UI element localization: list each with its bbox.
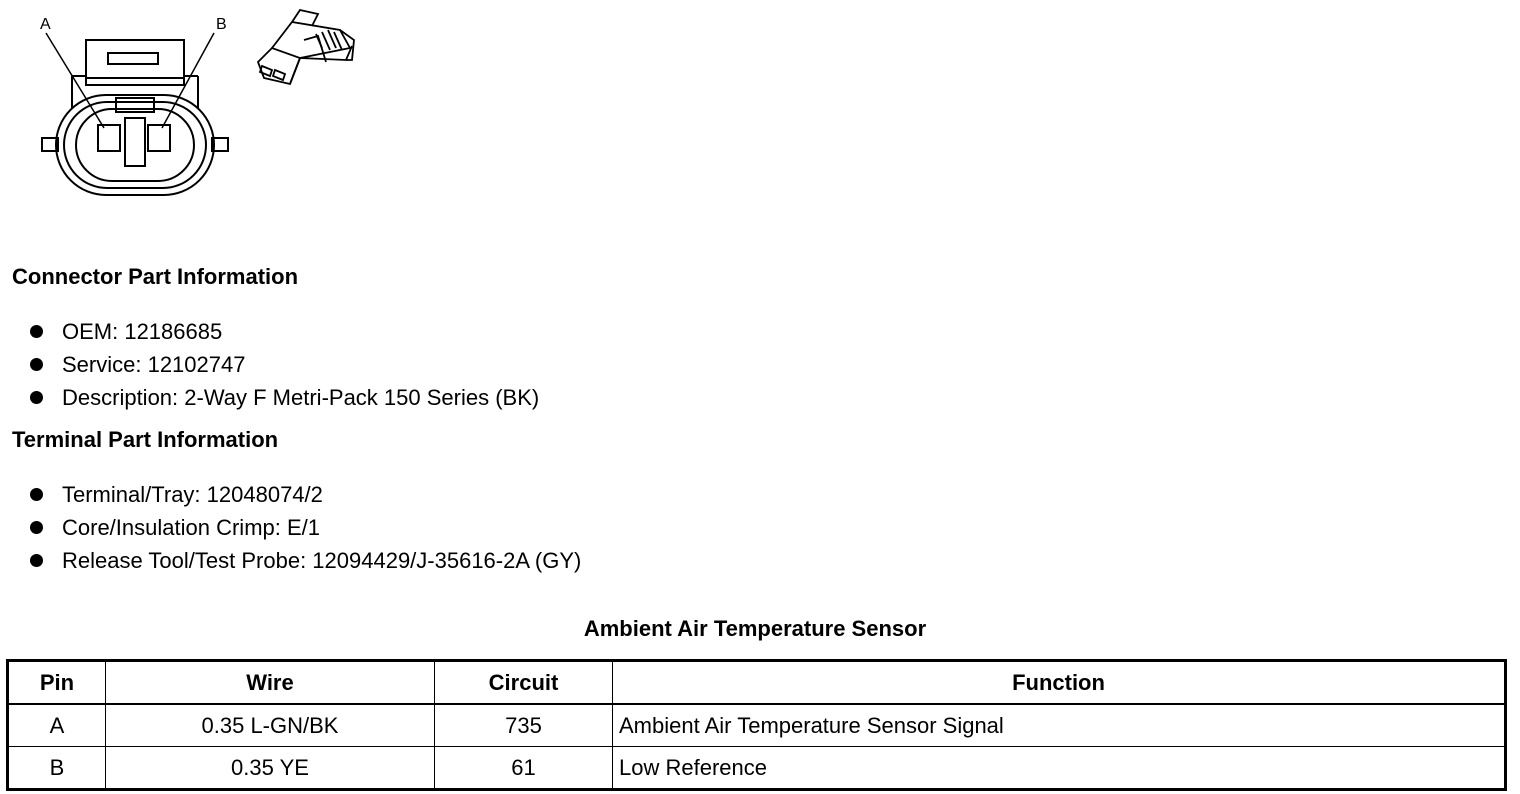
connector-oem: OEM: 12186685 [62, 319, 223, 344]
cell-wire: 0.35 YE [106, 747, 435, 790]
pin-label-b: B [216, 16, 227, 33]
pin-cavity-b [148, 125, 170, 151]
connector-description: Description: 2-Way F Metri-Pack 150 Series (BK) [62, 385, 540, 410]
table-row [8, 747, 1506, 790]
bullet-icon [30, 391, 43, 404]
cell-function: Low Reference [613, 747, 1506, 790]
leader-line-a [46, 33, 104, 128]
bullet-icon [30, 554, 43, 567]
list-item [28, 511, 581, 544]
list-item [28, 381, 539, 414]
connector-3d-view [258, 10, 354, 84]
bullet-icon [30, 488, 43, 501]
leader-line-b [162, 33, 214, 128]
terminal-release-tool: Release Tool/Test Probe: 12094429/J-35616-2A (GY) [62, 548, 582, 573]
pin-label-a: A [40, 16, 51, 33]
cell-wire: 0.35 L-GN/BK [106, 704, 435, 747]
column-header-circuit: Circuit [435, 661, 613, 705]
connector-service: Service: 12102747 [62, 352, 246, 377]
terminal-info-list [28, 478, 581, 577]
cell-pin: B [8, 747, 106, 790]
cell-pin: A [8, 704, 106, 747]
connector-info-list [28, 315, 539, 414]
center-key [125, 118, 145, 166]
list-item [28, 478, 581, 511]
bullet-icon [30, 325, 43, 338]
table-header-row [8, 661, 1506, 705]
terminal-info-heading: Terminal Part Information [12, 427, 279, 452]
list-item [28, 315, 539, 348]
pinout-table [6, 659, 1507, 791]
cell-circuit: 735 [435, 704, 613, 747]
terminal-crimp: Core/Insulation Crimp: E/1 [62, 515, 320, 540]
terminal-tray: Terminal/Tray: 12048074/2 [62, 482, 323, 507]
column-header-pin: Pin [8, 661, 106, 705]
cell-circuit: 61 [435, 747, 613, 790]
table-row [8, 704, 1506, 747]
bullet-icon [30, 521, 43, 534]
bullet-icon [30, 358, 43, 371]
latch-window [108, 53, 158, 64]
pin-cavity-a [98, 125, 120, 151]
column-header-wire: Wire [106, 661, 435, 705]
connector-info-heading: Connector Part Information [12, 264, 299, 289]
list-item [28, 544, 581, 577]
connector-diagram [0, 0, 370, 205]
column-header-function: Function [613, 661, 1506, 705]
table-title: Ambient Air Temperature Sensor [583, 616, 927, 641]
list-item [28, 348, 539, 381]
cell-function: Ambient Air Temperature Sensor Signal [613, 704, 1506, 747]
